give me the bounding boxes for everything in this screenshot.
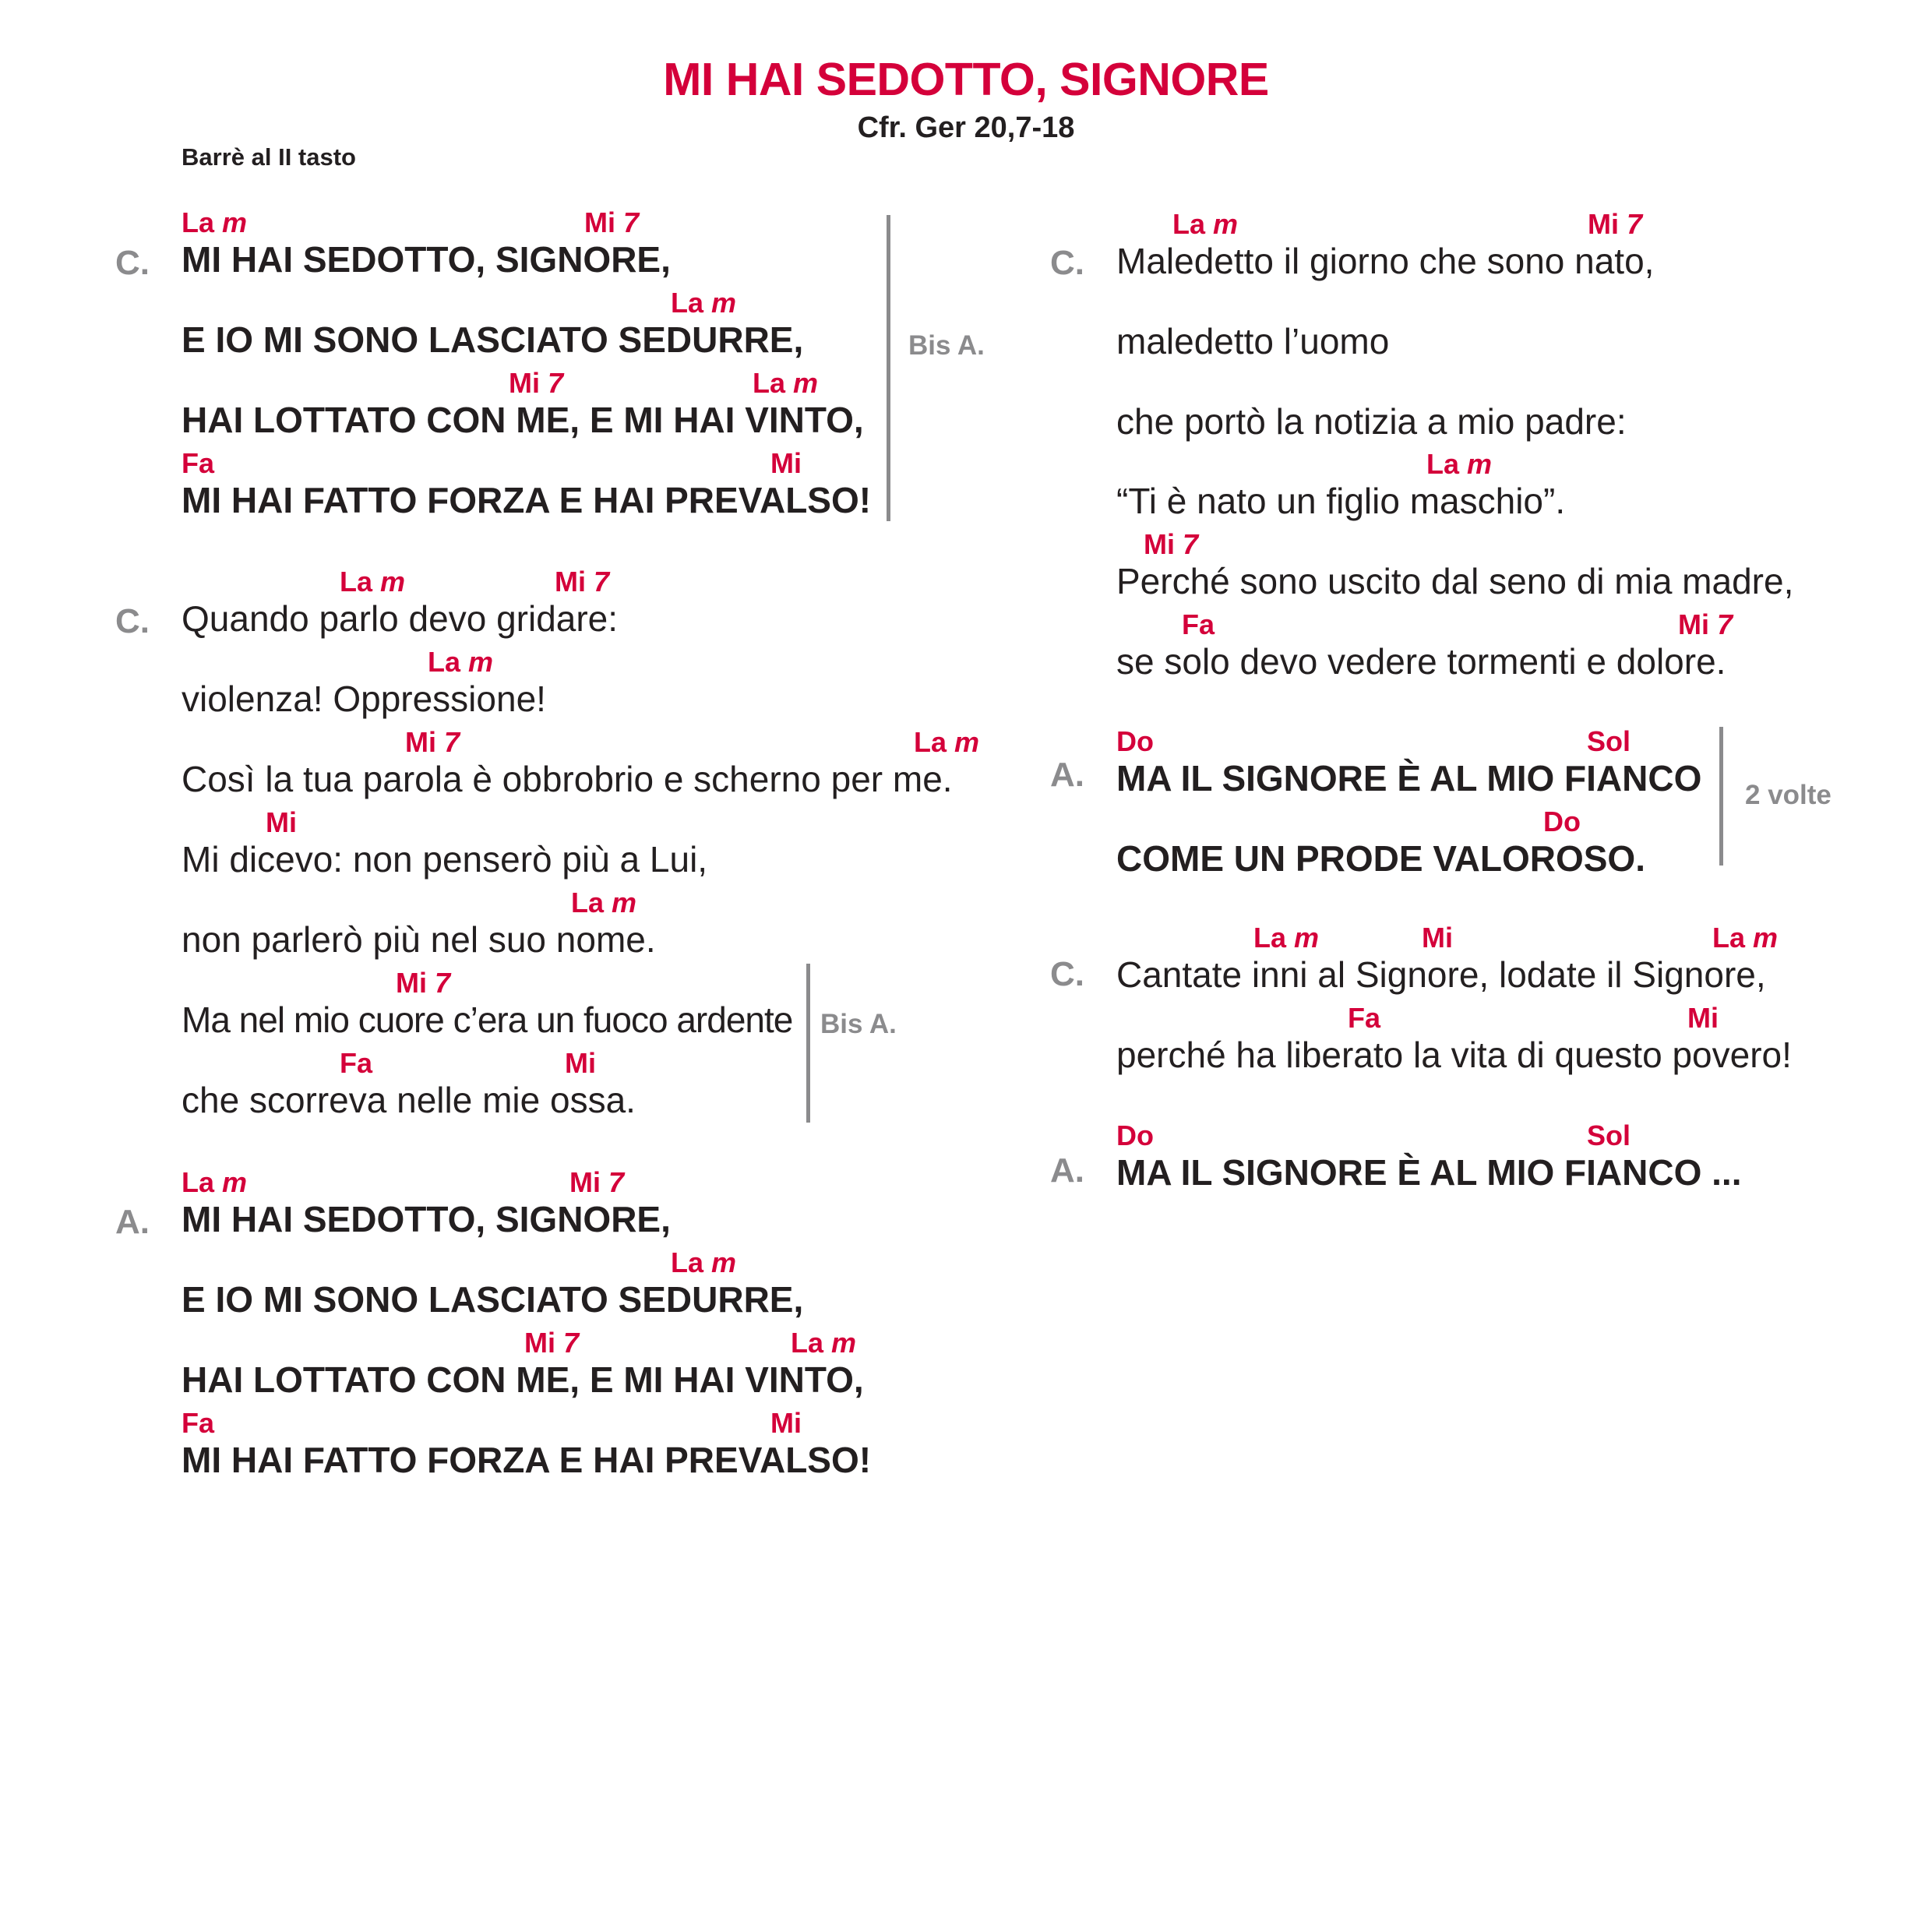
lyric-line (182, 447, 872, 520)
lyric-line (182, 566, 619, 639)
lyric-text: Maledetto il giorno che sono nato, (1116, 241, 1655, 281)
lyric-text: perché ha liberato la vita di questo povero! (1116, 1035, 1792, 1075)
chord: Mi 7 (524, 1327, 580, 1359)
chord: La m (1712, 922, 1779, 954)
chord: Mi (770, 447, 802, 479)
lyric-line (1116, 450, 1565, 519)
chord: La m (914, 726, 980, 758)
lyric-text: che portò la notizia a mio padre: (1116, 401, 1627, 442)
repeat-label: 2 volte (1745, 780, 1832, 810)
chord: La m (340, 566, 406, 598)
lyric-line (182, 887, 656, 960)
chord: Fa (1348, 1002, 1381, 1034)
lyric-text: MA IL SIGNORE È AL MIO FIANCO (1116, 758, 1702, 799)
chord: Mi (1422, 922, 1453, 954)
lyric-line (182, 289, 803, 358)
subtitle: Cfr. Ger 20,7-18 (857, 111, 1075, 144)
repeat-label: Bis A. (908, 330, 985, 361)
chord: Fa (1182, 608, 1215, 640)
chord: Mi 7 (584, 206, 640, 238)
chord: Mi 7 (1678, 608, 1733, 640)
lyric-text: “Ti è nato un figlio maschio”. (1116, 481, 1566, 521)
chord: Fa (182, 1407, 215, 1439)
chord: La m (791, 1327, 857, 1359)
lyric-text: non parlerò più nel suo nome. (182, 919, 656, 960)
lyric-line (1116, 291, 1389, 359)
section-label: C. (1050, 955, 1084, 993)
repeat-bar (1719, 727, 1723, 866)
lyric-line (182, 1049, 636, 1118)
lyric-line (182, 369, 864, 438)
lyric-line (182, 969, 792, 1038)
section-label: C. (115, 244, 150, 282)
chord: La m (753, 367, 819, 399)
lyric-text: se solo devo vedere tormenti e dolore. (1116, 641, 1726, 682)
lyric-text: HAI LOTTATO CON ME, E MI HAI VINTO, (182, 1359, 864, 1400)
chord: Sol (1587, 1119, 1631, 1151)
lyric-text: Ma nel mio cuore c’era un fuoco ardente (182, 999, 793, 1040)
lyric-line (182, 726, 980, 799)
lyric-text: Cantate inni al Signore, lodate il Signore, (1116, 954, 1766, 995)
chord: La m (182, 1166, 248, 1198)
lyric-line (182, 1409, 871, 1478)
lyric-text: COME UN PRODE VALOROSO. (1116, 838, 1645, 879)
repeat-bar (806, 964, 810, 1123)
chord: Mi 7 (555, 566, 610, 598)
lyric-text: E IO MI SONO LASCIATO SEDURRE, (182, 1279, 804, 1320)
lyric-line (182, 648, 546, 717)
chord: Mi 7 (405, 726, 460, 758)
chord: Mi 7 (1588, 208, 1643, 240)
chord: Sol (1587, 725, 1631, 757)
repeat-label: Bis A. (820, 1009, 897, 1039)
lyric-text: maledetto l’uomo (1116, 321, 1390, 361)
chord: Mi (1687, 1002, 1719, 1034)
lyric-line (1116, 608, 1733, 682)
chord: La m (571, 887, 637, 918)
lyric-line (1116, 806, 1645, 879)
page-title: MI HAI SEDOTTO, SIGNORE (663, 54, 1269, 105)
repeat-bar (887, 215, 890, 521)
section-label: A. (1050, 1151, 1084, 1190)
lyric-line (1116, 210, 1654, 279)
lyric-line (182, 1246, 804, 1320)
lyric-line (1116, 1119, 1742, 1193)
lyric-text: violenza! Oppressione! (182, 679, 546, 719)
section-label: C. (1050, 244, 1084, 282)
lyric-text: Così la tua parola è obbrobrio e scherno per me. (182, 759, 953, 799)
lyric-text: che scorreva nelle mie ossa. (182, 1080, 636, 1120)
chord: La m (1426, 448, 1493, 480)
lyric-text: E IO MI SONO LASCIATO SEDURRE, (182, 319, 804, 360)
chord: Mi (770, 1407, 802, 1439)
lyric-line (182, 1329, 864, 1398)
lyric-text: MI HAI SEDOTTO, SIGNORE, (182, 1199, 671, 1239)
chord: La m (1172, 208, 1239, 240)
chord: La m (671, 1246, 737, 1278)
chord: La m (182, 206, 248, 238)
lyric-line (182, 1166, 671, 1239)
lyric-line (1116, 922, 1779, 995)
lyric-text: Quando parlo devo gridare: (182, 598, 619, 639)
lyric-text: MI HAI SEDOTTO, SIGNORE, (182, 239, 671, 280)
section-label: A. (1050, 756, 1084, 794)
chord: Do (1116, 1119, 1154, 1151)
lyric-text: MI HAI FATTO FORZA E HAI PREVALSO! (182, 480, 872, 520)
chord: Do (1116, 725, 1154, 757)
chord: Mi (266, 806, 297, 838)
lyric-line (182, 206, 671, 280)
section-label: C. (115, 602, 150, 640)
lyric-line (1116, 1004, 1792, 1073)
section-label: A. (115, 1203, 150, 1241)
chord: La m (1253, 922, 1320, 954)
chord: Mi 7 (1144, 528, 1199, 560)
chord: Mi (565, 1047, 596, 1079)
capo-note: Barrè al II tasto (182, 143, 356, 171)
chord: Mi 7 (569, 1166, 625, 1198)
chord: Mi 7 (396, 967, 451, 999)
chord: Fa (340, 1047, 373, 1079)
chord: La m (671, 287, 737, 319)
chord: La m (428, 646, 494, 678)
lyric-text: HAI LOTTATO CON ME, E MI HAI VINTO, (182, 400, 864, 440)
chord: Fa (182, 447, 215, 479)
lyric-line (182, 806, 708, 880)
lyric-line (1116, 725, 1702, 799)
lyric-text: MA IL SIGNORE È AL MIO FIANCO ... (1116, 1152, 1742, 1193)
lyric-text: Perché sono uscito dal seno di mia madre, (1116, 561, 1794, 601)
lyric-text: Mi dicevo: non penserò più a Lui, (182, 839, 708, 880)
chord: Mi 7 (509, 367, 564, 399)
lyric-line (1116, 528, 1794, 601)
lyric-line (1116, 371, 1627, 442)
lyric-text: MI HAI FATTO FORZA E HAI PREVALSO! (182, 1440, 872, 1480)
chord: Do (1543, 806, 1581, 837)
